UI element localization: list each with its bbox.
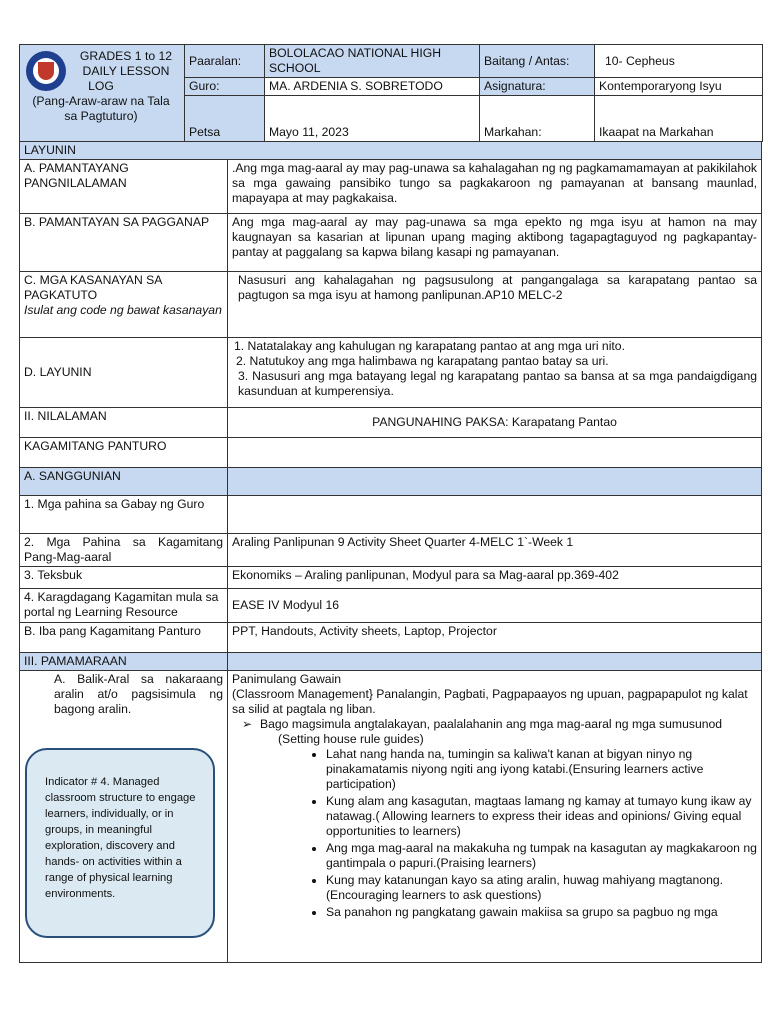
sanggunian-row-label: 2. Mga Pahina sa Kagamitang Pang-Mag-aaral [20,534,228,567]
asignatura-label: Asignatura: [480,78,595,96]
header-table [19,44,763,142]
title-line-2: DAILY LESSON [82,64,170,78]
layunin-item: 1. Natatalakay ang kahulugan ng karapatang pantao at ang mga uri nito. [234,339,625,353]
pamantayan-pagganap-text: Ang mga mag-aaral ay may pag-unawa sa mga epekto ng mga isyu at hamon na may kaugnayan sa kasarian at lipunan upang maging aktibong tagapagtaguyod ng pagkapantay-pantay at paggalang sa kapwa bilang kasapi ng pamayanan. [228,214,762,272]
kagamitan-value [228,438,762,468]
indicator-callout: Indicator # 4. Managed classroom structure to engage learners, individually, or in groups, in meaningful exploration, discovery and hands- on activities within a range of physical learning environments. [25,748,215,938]
deped-seal-logo [26,51,66,91]
sanggunian-header-fill [228,468,762,496]
sanggunian-row-label: 4. Karagdagang Kagamitan mula sa portal ng Learning Resource [20,589,228,623]
paaralan-value: BOLOLACAO NATIONAL HIGH SCHOOL [265,45,480,78]
title-line-5: sa Pagtuturo) [64,109,138,123]
sanggunian-row-value: PPT, Handouts, Activity sheets, Laptop, Projector [228,623,762,653]
house-rule-item: • Lahat nang handa na, tumingin sa kaliwa't kanan at bigyan ninyo ng pinakamatamis niyong ngiti ang iyong katabi.(Ensuring learners active participation) [326,747,757,792]
sanggunian-row-label: 3. Teksbuk [20,567,228,589]
sanggunian-row-value: EASE IV Modyul 16 [228,589,762,623]
panimulang-gawain-cell [228,671,762,963]
sanggunian-row-label: 1. Mga pahina sa Gabay ng Guro [20,496,228,534]
kasanayan-label-cell [20,272,228,338]
layunin-section-header: LAYUNIN [20,142,762,160]
panimulang-intro: (Classroom Management} Panalangin, Pagbati, Pagpapaayos ng upuan, pagpapapulot ng kalat sa silid at pagtala ng liban. [232,687,748,716]
markahan-label: Markahan: [480,96,595,142]
petsa-value: Mayo 11, 2023 [265,96,480,142]
house-rule-item: • Ang mga mag-aaral na makakuha ng tumpak na kasagutan ay magkakaroon ng gantimpala o papuri.(Praising learners) [326,841,757,871]
markahan-value: Ikaapat na Markahan [595,96,763,142]
pamantayan-pagganap-label: B. PAMANTAYAN SA PAGGANAP [20,214,228,272]
pamantayang-pangnilalaman-text: .Ang mga mag-aaral ay may pag-unawa sa kahalagahan ng ng pagkamamamayan at pakikilahok sa mga gawaing pansibiko tungo sa pagkakaroon ng pamayanan at bansang maunlad, mapayapa at may pagkakaisa. [228,160,762,214]
nilalaman-label: II. NILALAMAN [20,408,228,438]
title-line-4: (Pang-Araw-araw na Tala [32,94,170,108]
log-title-cell [20,45,185,142]
sanggunian-row-value [228,496,762,534]
layunin-d-label: D. LAYUNIN [20,338,228,408]
balik-aral-label: A. Balik-Aral sa nakaraang aralin at/o pagsisimula ng bagong aralin. [54,672,223,716]
guro-label: Guro: [185,78,265,96]
kasanayan-text: Nasusuri ang kahalagahan ng pagsusulong at pangangalaga sa karapatang pantao sa pagtugon sa mga isyu at hamong panlipunan.AP10 MELC-2 [228,272,762,338]
sanggunian-row-value: Ekonomiks – Araling panlipunan, Modyul para sa Mag-aaral pp.369-402 [228,567,762,589]
asignatura-value: Kontemporaryong Isyu [595,78,763,96]
pamantayang-pangnilalaman-label: A. PAMANTAYANG PANGNILALAMAN [20,160,228,214]
pamamaraan-header-fill [228,653,762,671]
guro-value: MA. ARDENIA S. SOBRETODO [265,78,480,96]
kasanayan-label: C. MGA KASANAYAN SA PAGKATUTO [24,273,162,302]
petsa-label: Petsa [185,96,265,142]
arrow-list-item: ➢ Bago magsimula angtalakayan, paalalahanin ang mga mag-aaral ng mga sumusunod [260,717,757,732]
pamamaraan-header: III. PAMAMARAAN [20,653,228,671]
layunin-item: 2. Natutukoy ang mga halimbawa ng karapatang pantao batay sa uri. [236,354,609,368]
house-rules-list [232,747,757,920]
title-line-1: GRADES 1 to 12 [79,49,173,63]
kasanayan-sublabel: Isulat ang code ng bawat kasanayan [24,303,222,317]
title-line-3: LOG [88,79,114,93]
nilalaman-value: PANGUNAHING PAKSA: Karapatang Pantao [228,408,762,438]
panimulang-heading: Panimulang Gawain [232,672,342,686]
paaralan-label: Paaralan: [185,45,265,78]
sanggunian-row-value: Araling Panlipunan 9 Activity Sheet Quarter 4-MELC 1`-Week 1 [228,534,762,567]
kagamitan-label: KAGAMITANG PANTURO [20,438,228,468]
baitang-value: 10- Cepheus [595,45,763,78]
sanggunian-row-label: B. Iba pang Kagamitang Panturo [20,623,228,653]
house-rule-item: • Sa panahon ng pangkatang gawain makiisa sa grupo sa pagbuo ng mga [326,905,757,920]
house-rule-item: • Kung alam ang kasagutan, magtaas lamang ng kamay at tumayo kung ikaw ay natawag.( Allowing learners to express their ideas and opinions/ Giving equal opportunities to learners) [326,794,757,839]
layunin-item: 3. Nasusuri ang mga batayang legal ng karapatang pantao sa bansa at sa mga pandaigdigang kasunduan at kumperensiya. [238,369,757,398]
house-rule-item: • Kung may katanungan kayo sa ating aralin, huwag mahiyang magtanong. (Encouraging learners to ask questions) [326,873,757,903]
sanggunian-header: A. SANGGUNIAN [20,468,228,496]
baitang-label: Baitang / Antas: [480,45,595,78]
layunin-d-list [228,338,762,408]
house-rules-note: (Setting house rule guides) [278,732,424,746]
